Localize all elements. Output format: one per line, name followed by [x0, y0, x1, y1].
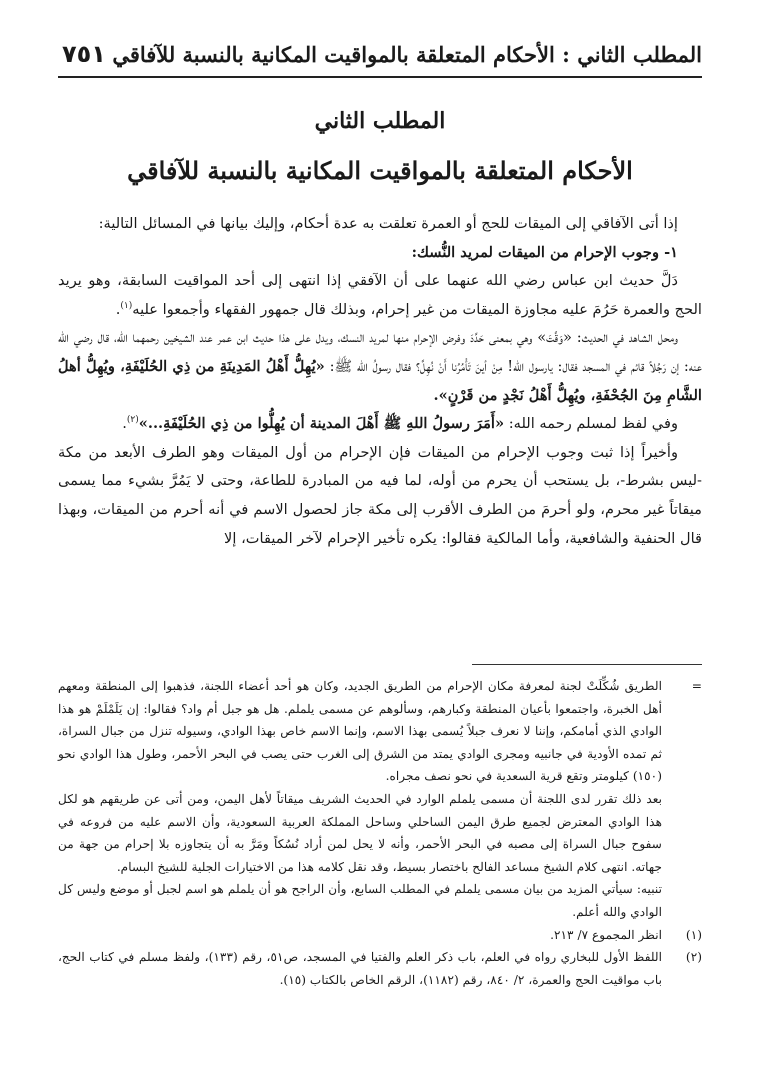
issue-heading-1: ١- وجوب الإحرام من الميقات لمريد النُّسك:	[411, 243, 678, 261]
footnote-separator	[472, 664, 702, 665]
header-rule	[58, 76, 702, 78]
paragraph-2	[58, 324, 702, 410]
footnote-2-text: اللفظ الأول للبخاري رواه في العلم، باب ذكر العلم والفتيا في المسجد، ص٥١، رقم (١٣٣)، ولفظ مسلم في كتاب الحج، باب مواقيت الحج والعمرة، ٢/ ٨٤٠، رقم (١١٨٢)، الرقم الخاص بالكتاب (١٥).	[58, 950, 663, 987]
paragraph-3	[58, 410, 702, 439]
paragraph-3-text: وفي لفظ لمسلم رحمه الله:	[508, 415, 678, 433]
paragraph-1	[58, 267, 702, 324]
footnote-2	[58, 946, 702, 991]
page-number: ٧٥١	[62, 40, 106, 68]
paragraph-1-text: دَلَّ حديث ابن عباس رضي الله عنهما على أن الآفقي إذا انتهى إلى أحد المواقيت السابقة، وهو يريد الحج والعمرة حَرُمَ عليه مجاوزة الميقات من غير إحرام، وبذلك قال جمهور الفقهاء وأجمعوا عليه	[58, 272, 702, 318]
header-title: المطلب الثاني : الأحكام المتعلقة بالمواقيت المكانية بالنسبة للآفاقي	[112, 42, 702, 67]
footnote-ref-1[interactable]: (١)	[120, 300, 133, 311]
paragraph-4: وأخيراً إذا ثبت وجوب الإحرام من الميقات فإن الإحرام من أول الميقات وهو الطرف الأبعد من مكة -ليس بشرط-، بل يستحب أن يحرم من أوله، لما فيه من المبادرة للطاعة، وحتى لا يَمُرَّ بشيء مما يسمى ميقاتاً غير محرم، ولو أحرمَ من الطرف الأقرب إلى مكة جاز لحصول الاسم في أنه أحرم من الميقات، وبهذا قال الحنفية والشافعية، وأما المالكية فقالوا: يكره تأخير الإحرام لآخر الميقات، إلا	[58, 443, 702, 547]
footnote-1-marker: (١)	[685, 927, 702, 942]
hadith-quote-2: «أَمَرَ رسولُ اللهِ ﷺ أَهْلَ المدينة أن يُهِلُّوا من ذِي الحُلَيْفَةِ...»	[138, 415, 505, 433]
main-title: الأحكام المتعلقة بالمواقيت المكانية بالنسبة للآفاقي	[127, 156, 633, 185]
paragraph-3-end: .	[122, 415, 127, 433]
body-text	[58, 210, 702, 553]
footnotes	[58, 675, 702, 991]
footnote-note-text: تنبيه: سيأتي المزيد من بيان مسمى يلملم في المطلب السابع، وأن الراجح هو أن يلملم هو اسم لجبل أو موضع وليس كل الوادي والله أعلم.	[58, 882, 662, 919]
intro-paragraph: إذا أتى الآفاقي إلى الميقات للحج أو العمرة تعلقت به عدة أحكام، وإليك بيانها في المسائل التالية:	[98, 215, 678, 232]
running-header	[58, 38, 702, 78]
hadith-quote-1: «يُهِلُّ أَهْلُ المَدِينَةِ من ذِي الحُلَيْفَةِ، ويُهِلُّ أهلُ الشَّامِ مِنَ الجُحْفَةِ، ويُهِلُّ أَهْلُ نَجْدٍ من قَرْنٍ».	[58, 357, 702, 404]
continuation-marker: =	[691, 679, 702, 693]
footnote-1-text: انظر المجموع ٧/ ٢١٣.	[550, 927, 662, 942]
footnote-1	[58, 924, 702, 947]
paragraph-1-end: .	[115, 300, 121, 318]
footnote-continuation-2	[58, 788, 702, 878]
section-title: المطلب الثاني	[314, 108, 446, 134]
footnote-2-marker: (٢)	[685, 950, 702, 965]
footnote-ref-2[interactable]: (٢)	[126, 415, 139, 426]
paragraph-2-text: ومحل الشاهد في الحديث: «وَقَّتَ» وهي بمعنى حَدَّدَ وفرض الإحرام منها لمريد النسك، ويدل على هذا حديث ابن عمر عند الشيخين رحمهما الله، قال رضي الله عنه: إن رَجُلاً قائم في المسجد فقال: يارسول الله! مِنْ أينَ تَأْمُرُنا أَنْ نُهِلَّ؟ فقال رسولُ الله ﷺ:	[58, 329, 702, 375]
footnote-continuation-text: الطريق شُكِّلَتْ لجنة لمعرفة مكان الإحرام من الطريق الجديد، وكان هو أحد أعضاء اللجنة، فذهبوا إلى المنطقة ومعهم أهل الخبرة، واجتمعوا بأعيان المنطقة وكبارهم، وسألوهم عن مسمى يلملم. هل هو جبل أم واد؟ فقالوا: إن يَلَمْلَمْ هو هذا الوادي الذي أمامكم، وإننا لا نعرف جبلاً يُسمى بهذا الاسم، وإنما الاسم خاص بهذا الوادي، وسيوله تنزل من جبال السراة، ثم تمده الأودية في جانبيه ومجرى الوادي يمتد من الشرق إلى الغرب حتى يصب في البحر الأحمر، وطول هذا الوادي نحو (١٥٠) كيلومتر وتقع قرية السعدية في نحو نصف مجراه.	[58, 679, 662, 784]
footnote-continuation	[58, 675, 702, 788]
footnote-continuation-text-2: بعد ذلك تقرر لدى اللجنة أن مسمى يلملم الوارد في الحديث الشريف ميقاتاً لأهل اليمن، ومن أتى عن طريقهم هو لكل هذا الوادي المعترض لجميع طرق اليمن الساحلي وساحل المملكة العربية السعودية، وأن الاسم عليه من فروعه في سفوح جبال السراة إلى مصبه في البحر الأحمر، وأنه لا يحل لمن أراد نُسُكاً ومَرَّ به أن يتجاوزه بلا إحرام من جهة من جهاته. انتهى كلام الشيخ مساعد الفالح باختصار بسيط، وقد نقل كلامه هذا من الاختيارات الجلية للشيخ البسام.	[58, 791, 662, 874]
footnote-note	[58, 878, 702, 923]
